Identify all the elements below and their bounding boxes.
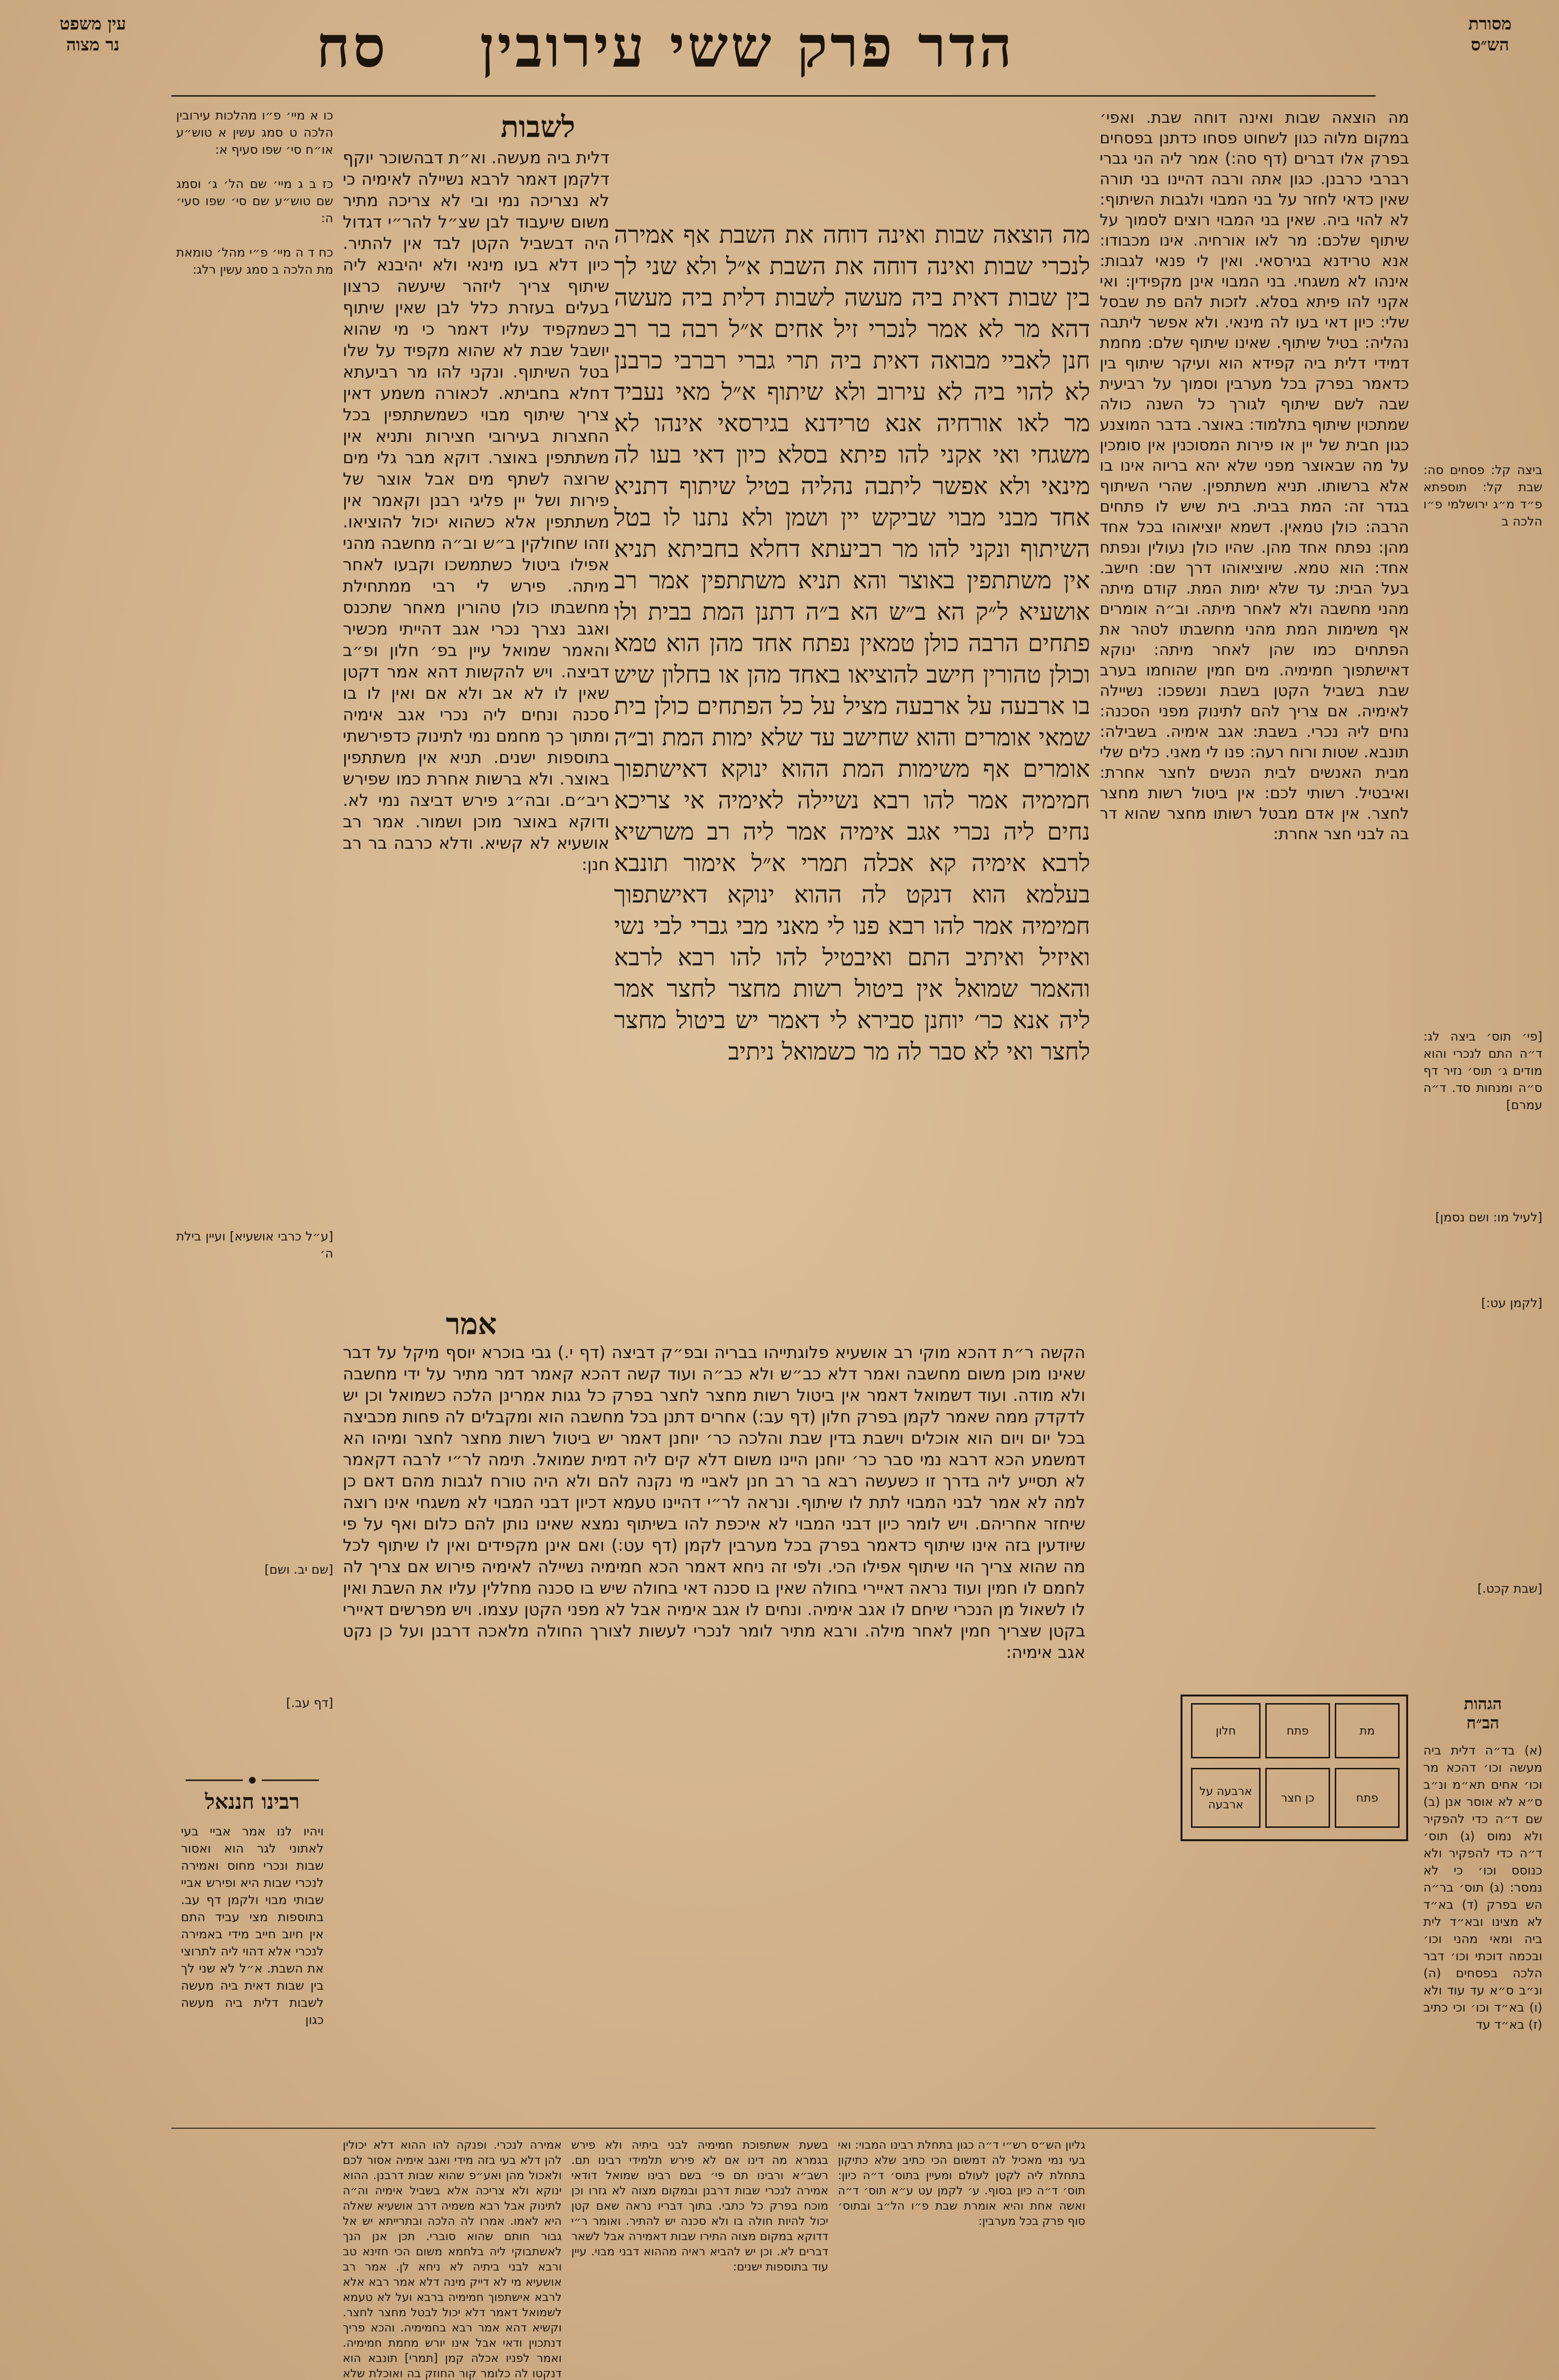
masoret-note-5: [שבת קכט.] <box>1477 1582 1542 1596</box>
rabbenu-hananel-text: ויהיו לנו אמר אביי בעי לאתוני לגר הוא ואסור שבות ונכרי מחוס ואמירה לנכרי שבות היא ופירש אביי שבותי מבוי ולקמן דף עב. בתוספות מצי עביד התם אין חיוב חייב מידי באמירה לנכרי אלא דהוי ליה לתרוצי את השבת. א״ל לא שני לך בין שבות דאית ביה מעשה לשבות דלית ביה מעשה כגון <box>181 1825 324 2027</box>
bottom-note-left: אמירה לנכרי. ופנקה להו ההוא דלא יכולין להן דלא בעי בזה מידי ואגב אימיה אסור לכם ולאכול מהן ואע״פ שהוא שבות דרבנן. ההוא ינוקא ולא צריכה אלא בשביל אימיה וה״ה לתינוק אבל רבא משמיה דרב אושעיא שאלה היא לאמו. אמרו לה הלכה ובתרייתא יש אל גבור חותם שהוא סוברי. תכן אנן הנך לאשתבוקי ליה בלחמא משום הכי חזינא טב ורבא לבני ביתיה לא ניחא לן. אמר רב אושעיא מי לא דייק מינה דלא אמר רבא אלא לרבא אישתפוך חמימיה ברבא ועל לא טעמא לשמואל דאמר דלא יכול לבטל מחצר לחצר. וקשיא דהא אמר רבא בחמימיה. והכא פריך דנתכוין ודאי אבל אינו יורש מחמת חמימיה. ואמר לפניו אכלה קמן [תמרי] תונבא הוא דנקטו לה כלומר קור החוזק בה ואוכלת שלא <box>343 2138 562 2380</box>
lower-commentary: הקשה ר״ת דהכא מוקי רב אושעיא פלוגתייהו בבריה ובפ״ק דביצה (דף י.) גבי בוכרא יוסף מיקל על דבר שאינו מוכן משום מחשבה ואמר דלא כב״ש ולא כב״ה ועוד קשה דהכא קאמר דמר מתיר על ידי מחשבה ולא מודה. ועוד דשמואל דאמר אין ביטול רשות מחצר לחצר בפרק כל גגות אמרינן הלכה כשמואל וכן יש לדקדק ממה שאמר לקמן בפרק חלון (דף עב:) אחרים דתנן בכל מחשבה הוא ומקבלים לה פחות מכביצה בכל יום ויום הוא אוכלים וישבת בדין שבת והלכה כר׳ יוחנן דאמר יש ביטול רשות מחצר לחצר ומיהו הא דמשמע הכא דרבא נמי סבר כר׳ יוחנן היינו משום דלא קים ליה דמית שמואל. תימה לר״י לרבה דקאמר לא תסייע ליה בדרך זו כשעשה רבא בר רב חנן לאביי מי נקנה להם ולא היה טורח לגבות מהם דאם כן למה לא אמר לבני המבוי לתת לו שיתוף. ונראה לר״י דהיינו טעמא דכיון דבני המבוי לא משגחי אינו רוצה שיחזר אחריהם. ויש לומר כיון דבני המבוי לא איכפת להו בשיתוף נמצא שאינו נותן להם כלום ואף על פי שיודעין בזה אינו שיתוף כדאמר בפרק בכל מערבין לקמן (דף עט:) ואם אינן מקפידים ואין לו שיתוף לכל מה שהוא צריך הוי שיתוף אפילו הכי. ולפי זה ניחא דאמר הכא חמימיה נשיילה לאימיה פירוש אם צריך לה לחמם לו חמין ועוד נראה דאיירי בחולה שאין בו סכנה דאי בחולה שיש בו סכנה מחללין עליו את השבת ואין לו לשאול מן הנכרי שיחם לו אגב אימיה. ונחים לו אגב אימיה אבל לא מפני הקטן עצמו. ויש מפרשים דאיירי בקטן שצריך חמין לאחר מילה. ורבא מתיר לומר לנכרי לעשות לצורך החולה מלאכה דרבנן ועל כן נקט אגב אימיה: <box>343 1343 1085 1662</box>
running-title: הדר פרק ששי עירובין <box>480 13 1015 80</box>
doorway-diagram <box>1181 1695 1408 1841</box>
diagram-cell-courtyard: כן חצר <box>1265 1768 1330 1828</box>
rabbenu-hananel-ornament <box>181 1775 324 1785</box>
hagahot-habach-title: הגהות הב״ח <box>1464 1695 1502 1733</box>
diagram-cell-met: מת <box>1335 1703 1400 1758</box>
bottom-note-right: גליון הש״ס רש״י ד״ה כגון בתחלת רבינו המבוי: ואי בעי נמי מאכיל לה דמשום הכי כתיב שלא כתיקון בתחלת ליה לקטן לעולם ומעיין בתוס׳ ד״ה כיון: תוס׳ ד״ה כיון בסוף. ע׳ לקמן עט ע״א תוס׳ ד״ה ואשה אחת והיא אומרת שבת פ״ו הל״ב ובתוס׳ סוף פרק בכל מערבין: <box>838 2138 1085 2228</box>
ein-mishpat-note-2: [ע״ל כרבי אושעיא] ועיין בילת ה׳ <box>176 1230 333 1261</box>
diagram-cell-four-by-four: ארבעה על ארבעה <box>1191 1768 1261 1828</box>
lower-ref-note-2: [דף עב.] <box>286 1696 333 1710</box>
tosafot-opening-word: לשבות <box>500 109 576 144</box>
diagram-cell-window: חלון <box>1191 1703 1261 1758</box>
diagram-cell-door-2: פתח <box>1335 1768 1400 1828</box>
masoret-notes: ביצה קל: פסחים סה: שבת קל: תוספתא פ״ד מ״ג ירושלמי פ״ו הלכה ב <box>1423 463 1542 529</box>
tosafot-commentary: דלית ביה מעשה. וא״ת דבהשוכר יוקף דלקמן דאמר לרבא נשיילה לאימיה כי לא נצריכה נמי ובי לא צריכה מתיר משום שיעבוד לבן שצ״ל להר״י דגדול היה דבשביל הקטן לבד אין להתיר. כיון דלא בעו מינאי ולא יהיבנא ליה שיתוף צריך ליזהר שיעשה כרצון בעלים בעזרת כלל לבן שאין שיתוף כשמקפיד עליו דאמר כי מי שהוא יושבל שבת לא שהוא מקפיד על שלו בטל השיתוף. ונקני להו מר רביעתא דחלא בחביתא. לכאורה משמע דאין צריך שיתוף מבוי כשמשתתפין בכל החצרות בעירובי חצירות ותניא אין משתתפין באוצר. דוקא מבר גלי מים שרוצה לשתף מים אבל אוצר של פירות ושל יין פליגי רבנן וקאמר אין משתתפין אלא כשהוא יכול להוציאו. וזהו שחולקין ב״ש וב״ה מחשבה מהני אפילו ביטול כשתמשכו וקבעו לאחר מיתה. פירש לי רבי ממתחילת מחשבתו כולן טהורין מאחר שתכנס ואגב נצרך נכרי אגב דהייתי מכשיר והאמר שמואל עיין בפ׳ חלון ופ״ב דביצה. ויש להקשות דהא אמר דקטן שאין לו לא אב ולא אם ואין לו בו סכנה ונחים ליה נכרי אגב אימיה ומתוך כך מחמם נמי לתינוק כדפירשתי בתוספות ישנים. תניא אין משתתפין באוצר. ולא ברשות אחרת כמו שפירש ריב״ם. ובה״ג פירש דביצה נמי לא. ודוקא באוצר מוכן ושמור. אמר רב אושעיא לא קשיא. ודלא כרבה בר רב חנן: <box>343 149 609 874</box>
masoret-note-2: [פי׳ תוס׳ ביצה לג: ד״ה התם לנכרי והוא מודים ג׳ תוס׳ נזיר דף ס״ה ומנחות סד. ד״ה עמרם] <box>1423 1030 1542 1112</box>
masoret-note-4: [לקמן עט:] <box>1481 1296 1542 1310</box>
bottom-rule <box>171 2128 1376 2129</box>
hagahot-habach-text: (א) בד״ה דלית ביה מעשה וכו׳ דהכא מר וכו׳ אחים תא״מ ונ״ב ס״א לא אוסר אנן (ב) שם ד״ה כדי להפקיר ולא נמוס (ג) תוס׳ ד״ה כדי להפקיר ולא כנוסס וכו׳ כי לא נמסר: (ג) תוס׳ בר״ה הש בפרק (ד) בא״ד לא מצינו ובא״ד לית ביה ומאי מהני וכו׳ ובכמה דוכתי וכו׳ דבר הלכה בפסחים (ה) ונ״ב ס״א עד עוד ולא (ו) בא״ד וכו׳ וכי כתיב (ז) בא״ד עד <box>1423 1744 1542 2032</box>
ein-mishpat-label: עין משפט נר מצוה <box>60 14 126 55</box>
masoret-note-3: [לעיל מו: ושם נסמן] <box>1435 1210 1542 1225</box>
amar-heading: אמר <box>446 1307 497 1341</box>
header-rule <box>171 95 1376 97</box>
masoret-hashas-label: מסורת הש״ס <box>1468 14 1512 55</box>
bottom-note-middle: בשעת אשתפוכת חמימיה לבני ביתיה ולא פירש בגמרא מה דינו אם לא פירש תלמידי רבינו תם. רשב״א ורבינו תם פי׳ בשם רבינו שמואל דודאי אמירה לנכרי שבות דרבנן ובמקום מצוה לא גזרו וכן מוכח בפרק כל כתבי. בתוך דבריו נראה שאם קטן יכול להיות חולה בו ולא סכנה יש להתיר. ואומר ר״י דדוקא במקום מצוה התירו שבות דאמירה אבל לשאר דברים לא. וכן יש להביא ראיה מההוא דבני מבוי. עיין עוד בתוספות ישנים: <box>571 2138 828 2273</box>
page-number: סח <box>316 13 388 80</box>
rashi-commentary: מה הוצאה שבות ואינה דוחה שבת. ואפי׳ במקום מלוה כגון לשחוט פסחו כדתנן בפסחים בפרק אלו דברים (דף סה:) אמר ליה הני גברי רברבי כרבנן. כגון אתה ורבה דהיינו בני תורה שאין כדאי לחזר על בני המבוי ולגבות השיתוף: לא להוי ביה. שאין בני המבוי רוצים לסמוך על שיתוף שלכם: מר לאו אורחיה. אינו מכבודו: אנא טרידנא בגירסאי. ואין לי פנאי לגבות: אינהו לא משגחי. בני המבוי אינן מקפידין: ואי אקני להו פיתא בסלא. לזכות להם פת שבסל שלי: כיון דאי בעו לה מינאי. ולא אפשר ליתבה נהליה: בטיל שיתוף. שאינו שיתוף שלם: מחמת דמידי דלית ביה קפידא הוא ועיקר שיתוף בין כדאמר בפרק בכל מערבין וסמוך על רביעית שבה לשם שיתוף לגורך כל השנה כולה שמתכוין שיתוף בתלמוד: באוצר. בדבר המוצנע כגון חבית של יין או פירות המסוכנין אין סומכין על מה שבאוצר מפני שלא יהא בריוה אינו בו אלא ברשותו. תניא משתתפין. שהרי השיתוף בגדר זה: המת בבית. בית שיש לו פתחים הרבה: כולן טמאין. דשמא יוציאוהו בכל אחד מהן: נפתח אחד מהן. שהיו כולן נעולין ונפתח אחד: הוא טמא. שיוציאוהו דרך שם: חישב. בעל הבית: עד שלא ימות המת. קודם מיתה מהני מחשבה ולא לאחר מיתה. וב״ה אומרים אף משימות המת מהני מחשבתו לטהר את הפתחים כמו שהן לאחר מיתה: ינוקא דאישתפוך חמימיה. מים חמין שהוחמו בערב שבת בשביל הקטן בשבת ונשפכו: נשיילה לאימיה. אם צריך להם לתינוק מפני הסכנה: נחים ליה נכרי. בשבת: אגב אימיה. בשבילה: תונבא. שטות ורוח רעה: פנו לי מאני. כלים שלי מבית האנשים לבית הנשים לחצר אחרת: ואיבטיל. רשותי לכם: אין ביטול רשות מחצר לחצר. אין אדם מבטל רשותו מחצר שהוא דר בה לבני חצר אחרת: <box>1100 108 1409 843</box>
rabbenu-hananel-title: רבינו חננאל <box>205 1790 300 1814</box>
lower-ref-note: [שם יב. ושם] <box>264 1563 333 1577</box>
ein-mishpat-notes: כו א מיי׳ פ״ו מהלכות עירובין הלכה ט סמג עשין א טוש״ע או״ח סי׳ שפו סעיף א: כז ב ג מיי׳ שם הל׳ ג׳ וסמג שם טוש״ע שם סי׳ שפו סעי׳ ה: כח ד ה מיי׳ פ״י מהל׳ טומאת מת הלכה ב סמג עשין רלג: <box>176 109 333 277</box>
gemara-text: מה הוצאה שבות ואינה דוחה את השבת אף אמירה לנכרי שבות ואינה דוחה את השבת א״ל ולא שני לך בין שבות דאית ביה מעשה לשבות דלית ביה מעשה דהא מר לא אמר לנכרי זיל אחים א״ל רבה בר רב חנן לאביי מבואה דאית ביה תרי גברי רברבי כרבנן לא להוי ביה לא עירוב ולא שיתוף א״ל מאי נעביד מר לאו אורחיה אנא טרידנא בגירסאי אינהו לא משגחי ואי אקני להו פיתא בסלא כיון דאי בעו לה מינאי ולא אפשר ליתבה נהליה בטיל שיתוף דתניא אחד מבני מבוי שביקש יין ושמן ולא נתנו לו בטל השיתוף ונקני להו מר רביעתא דחלא בחביתא תניא אין משתתפין באוצר והא תניא משתתפין אמר רב אושעיא ל״ק הא ב״ש הא ב״ה דתנן המת בבית ולו פתחים הרבה כולן טמאין נפתח אחד מהן הוא טמא וכולן טהורין חישב להוציאו באחד מהן או בחלון שיש בו ארבעה על ארבעה מציל על כל הפתחים כולן בית שמאי אומרים והוא שחישב עד שלא ימות המת וב״ה אומרים אף משימות המת ההוא ינוקא דאישתפוך חמימיה אמר להו רבא נשיילה לאימיה אי צריכא נחים ליה נכרי אגב אימיה אמר ליה רב משרשיא לרבא אימיה קא אכלה תמרי א״ל אימור תונבא בעלמא הוא דנקט לה ההוא ינוקא דאישתפוך חמימיה אמר להו רבא פנו לי מאני מבי גברי לבי נשי ואיזיל ואיתיב התם ואיבטיל להו להו רבא לרבא והאמר שמואל אין ביטול רשות מחצר לחצר אמר ליה אנא כר׳ יוחנן סבירא לי דאמר יש ביטול מחצר לחצר ואי לא סבר לה מר כשמואל ניתיב <box>614 221 1090 1065</box>
diagram-cell-door: פתח <box>1265 1703 1330 1758</box>
